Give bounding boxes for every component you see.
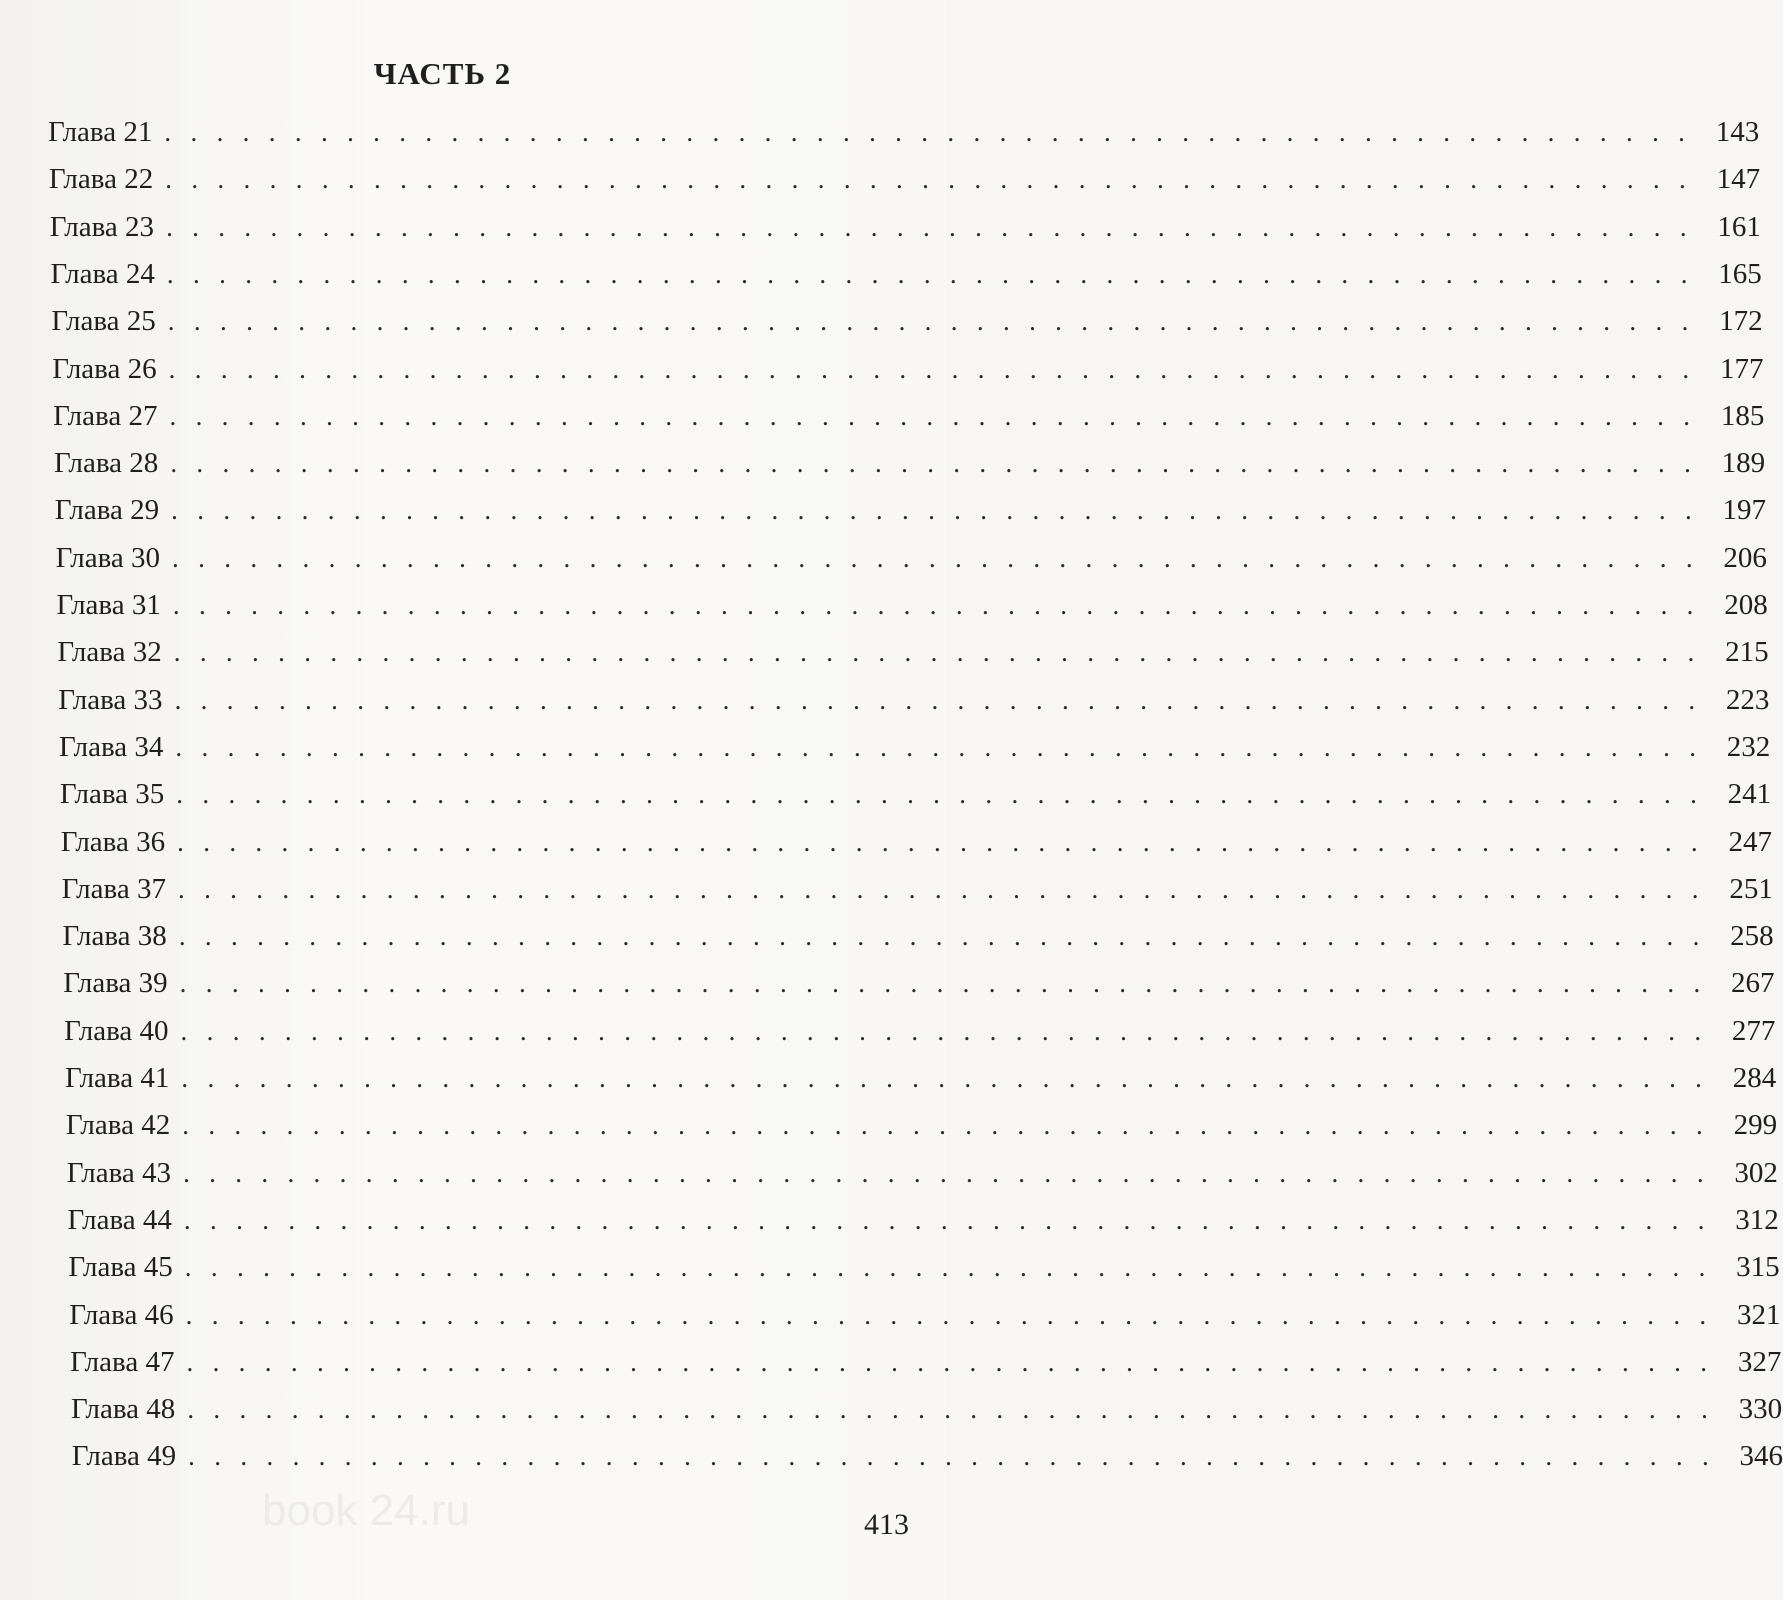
toc-entry <box>68 1247 1780 1287</box>
chapter-label: Глава 36 <box>60 825 166 858</box>
chapter-label: Глава 32 <box>57 636 162 669</box>
dot-leader: . . . . . . . . . . . . . . . . . . . . . . . . . . . . . . . . . . . . . . . . . . . . . . . . . . . . . . . . . . . <box>186 1346 1714 1377</box>
chapter-label: Глава 39 <box>63 967 168 1000</box>
dot-leader: . . . . . . . . . . . . . . . . . . . . . . . . . . . . . . . . . . . . . . . . . . . . . . . . . . . . . . . . . . . <box>171 495 1699 526</box>
toc-entry <box>56 585 1768 625</box>
chapter-page-number: 189 <box>1721 447 1766 480</box>
chapter-page-number: 197 <box>1722 494 1767 527</box>
chapter-label: Глава 43 <box>66 1156 172 1189</box>
dot-leader: . . . . . . . . . . . . . . . . . . . . . . . . . . . . . . . . . . . . . . . . . . . . . . . . . . . . . . . . . . . <box>179 968 1707 999</box>
toc-entry <box>50 254 1762 294</box>
toc-entry <box>66 1153 1778 1193</box>
chapter-label: Глава 47 <box>70 1345 175 1378</box>
chapter-page-number: 223 <box>1725 683 1770 716</box>
dot-leader: . . . . . . . . . . . . . . . . . . . . . . . . . . . . . . . . . . . . . . . . . . . . . . . . . . . . . . . . . . . <box>188 1441 1716 1472</box>
toc-entry <box>48 112 1760 152</box>
chapter-label: Глава 35 <box>59 778 165 811</box>
toc-entry <box>51 301 1763 341</box>
chapter-label: Глава 48 <box>70 1393 176 1426</box>
chapter-page-number: 312 <box>1735 1203 1779 1236</box>
toc-entry <box>52 349 1764 389</box>
chapter-label: Глава 49 <box>71 1440 177 1473</box>
dot-leader: . . . . . . . . . . . . . . . . . . . . . . . . . . . . . . . . . . . . . . . . . . . . . . . . . . . . . . . . . . . <box>173 637 1701 668</box>
chapter-page-number: 161 <box>1717 210 1761 243</box>
chapter-label: Глава 38 <box>62 920 167 953</box>
toc-entry <box>53 443 1766 483</box>
toc-entry <box>70 1389 1783 1429</box>
dot-leader: . . . . . . . . . . . . . . . . . . . . . . . . . . . . . . . . . . . . . . . . . . . . . . . . . . . . . . . . . . . <box>184 1252 1712 1283</box>
toc-entry <box>48 159 1761 199</box>
chapter-page-number: 302 <box>1734 1156 1778 1189</box>
chapter-label: Глава 21 <box>48 116 153 148</box>
chapter-label: Глава 29 <box>54 494 160 527</box>
dot-leader: . . . . . . . . . . . . . . . . . . . . . . . . . . . . . . . . . . . . . . . . . . . . . . . . . . . . . . . . . . . <box>176 779 1704 810</box>
chapter-page-number: 185 <box>1720 399 1765 432</box>
chapter-page-number: 346 <box>1739 1440 1783 1473</box>
chapter-label: Глава 22 <box>48 163 154 196</box>
chapter-label: Глава 26 <box>52 352 157 385</box>
dot-leader: . . . . . . . . . . . . . . . . . . . . . . . . . . . . . . . . . . . . . . . . . . . . . . . . . . . . . . . . . . . <box>166 211 1693 242</box>
toc-entry <box>65 1105 1778 1145</box>
chapter-page-number: 258 <box>1730 920 1774 953</box>
toc-entry <box>55 538 1767 578</box>
chapter-label: Глава 44 <box>67 1203 172 1236</box>
toc-entry <box>61 869 1773 909</box>
chapter-page-number: 165 <box>1718 257 1762 290</box>
chapter-page-number: 321 <box>1736 1298 1781 1331</box>
dot-leader: . . . . . . . . . . . . . . . . . . . . . . . . . . . . . . . . . . . . . . . . . . . . . . . . . . . . . . . . . . . <box>169 400 1697 431</box>
toc-entry <box>59 727 1771 767</box>
chapter-page-number: 147 <box>1716 163 1761 196</box>
dot-leader: . . . . . . . . . . . . . . . . . . . . . . . . . . . . . . . . . . . . . . . . . . . . . . . . . . . . . . . . . . . <box>177 873 1705 904</box>
dot-leader: . . . . . . . . . . . . . . . . . . . . . . . . . . . . . . . . . . . . . . . . . . . . . . . . . . . . . . . . . . . <box>183 1204 1711 1235</box>
toc-entry <box>69 1295 1781 1335</box>
chapter-page-number: 267 <box>1731 967 1775 1000</box>
dot-leader: . . . . . . . . . . . . . . . . . . . . . . . . . . . . . . . . . . . . . . . . . . . . . . . . . . . . . . . . . . . <box>180 1015 1708 1046</box>
toc-entry <box>60 822 1772 862</box>
chapter-label: Глава 27 <box>53 399 158 432</box>
chapter-page-number: 215 <box>1725 636 1769 669</box>
toc-entry <box>65 1058 1777 1098</box>
dot-leader: . . . . . . . . . . . . . . . . . . . . . . . . . . . . . . . . . . . . . . . . . . . . . . . . . . . . . . . . . . . <box>165 164 1693 195</box>
chapter-page-number: 177 <box>1719 352 1764 385</box>
dot-leader: . . . . . . . . . . . . . . . . . . . . . . . . . . . . . . . . . . . . . . . . . . . . . . . . . . . . . . . . . . . <box>178 921 1706 952</box>
chapter-label: Глава 34 <box>59 730 164 763</box>
chapter-label: Глава 25 <box>51 305 156 338</box>
chapter-label: Глава 23 <box>49 210 155 243</box>
chapter-page-number: 208 <box>1724 589 1768 621</box>
toc-entry <box>54 490 1767 530</box>
chapter-label: Глава 46 <box>69 1298 174 1331</box>
chapter-label: Глава 40 <box>64 1014 169 1047</box>
chapter-label: Глава 31 <box>56 589 161 621</box>
watermark: book 24.ru <box>262 1486 470 1535</box>
toc-entry <box>64 1011 1776 1051</box>
chapter-label: Глава 30 <box>55 541 161 574</box>
chapter-label: Глава 37 <box>61 872 166 905</box>
dot-leader: . . . . . . . . . . . . . . . . . . . . . . . . . . . . . . . . . . . . . . . . . . . . . . . . . . . . . . . . . . . <box>177 826 1704 857</box>
chapter-page-number: 143 <box>1715 116 1760 148</box>
toc-entry <box>67 1200 1779 1240</box>
dot-leader: . . . . . . . . . . . . . . . . . . . . . . . . . . . . . . . . . . . . . . . . . . . . . . . . . . . . . . . . . . . <box>182 1110 1710 1141</box>
chapter-page-number: 284 <box>1732 1062 1777 1094</box>
toc-entry <box>62 916 1774 956</box>
toc-entry <box>70 1342 1782 1382</box>
toc-entry <box>71 1436 1783 1476</box>
dot-leader: . . . . . . . . . . . . . . . . . . . . . . . . . . . . . . . . . . . . . . . . . . . . . . . . . . . . . . . . . . . <box>172 590 1700 620</box>
dot-leader: . . . . . . . . . . . . . . . . . . . . . . . . . . . . . . . . . . . . . . . . . . . . . . . . . . . . . . . . . . . <box>166 258 1694 289</box>
chapter-page-number: 315 <box>1736 1251 1780 1284</box>
chapter-page-number: 247 <box>1728 825 1772 858</box>
dot-leader: . . . . . . . . . . . . . . . . . . . . . . . . . . . . . . . . . . . . . . . . . . . . . . . . . . . . . . . . . . . <box>168 353 1696 384</box>
dot-leader: . . . . . . . . . . . . . . . . . . . . . . . . . . . . . . . . . . . . . . . . . . . . . . . . . . . . . . . . . . . <box>174 684 1702 715</box>
toc-entry <box>53 396 1765 436</box>
chapter-label: Глава 45 <box>68 1251 173 1284</box>
toc-entry <box>58 680 1770 720</box>
chapter-label: Глава 24 <box>50 257 155 290</box>
dot-leader: . . . . . . . . . . . . . . . . . . . . . . . . . . . . . . . . . . . . . . . . . . . . . . . . . . . . . . . . . . . <box>170 448 1698 479</box>
dot-leader: . . . . . . . . . . . . . . . . . . . . . . . . . . . . . . . . . . . . . . . . . . . . . . . . . . . . . . . . . . . <box>172 542 1699 573</box>
dot-leader: . . . . . . . . . . . . . . . . . . . . . . . . . . . . . . . . . . . . . . . . . . . . . . . . . . . . . . . . . . . <box>164 117 1692 147</box>
dot-leader: . . . . . . . . . . . . . . . . . . . . . . . . . . . . . . . . . . . . . . . . . . . . . . . . . . . . . . . . . . . <box>167 306 1695 337</box>
chapter-page-number: 330 <box>1738 1393 1783 1426</box>
dot-leader: . . . . . . . . . . . . . . . . . . . . . . . . . . . . . . . . . . . . . . . . . . . . . . . . . . . . . . . . . . . <box>185 1299 1713 1330</box>
chapter-page-number: 172 <box>1719 305 1763 338</box>
dot-leader: . . . . . . . . . . . . . . . . . . . . . . . . . . . . . . . . . . . . . . . . . . . . . . . . . . . . . . . . . . . <box>187 1394 1715 1425</box>
dot-leader: . . . . . . . . . . . . . . . . . . . . . . . . . . . . . . . . . . . . . . . . . . . . . . . . . . . . . . . . . . . <box>175 731 1703 762</box>
chapter-label: Глава 41 <box>65 1062 170 1094</box>
dot-leader: . . . . . . . . . . . . . . . . . . . . . . . . . . . . . . . . . . . . . . . . . . . . . . . . . . . . . . . . . . . <box>183 1157 1710 1188</box>
chapter-page-number: 327 <box>1737 1345 1782 1378</box>
toc-entry <box>59 774 1772 814</box>
part-title: ЧАСТЬ 2 <box>373 56 512 91</box>
toc-entry <box>57 632 1769 672</box>
chapter-page-number: 232 <box>1726 730 1771 763</box>
dot-leader: . . . . . . . . . . . . . . . . . . . . . . . . . . . . . . . . . . . . . . . . . . . . . . . . . . . . . . . . . . . <box>181 1063 1709 1093</box>
chapter-page-number: 277 <box>1731 1014 1776 1047</box>
chapter-page-number: 251 <box>1729 872 1773 905</box>
page-number: 413 <box>864 1508 909 1541</box>
toc-entry <box>49 207 1761 247</box>
chapter-page-number: 206 <box>1723 541 1767 574</box>
toc-entry <box>63 963 1775 1003</box>
chapter-page-number: 241 <box>1727 778 1772 811</box>
chapter-label: Глава 28 <box>53 447 159 480</box>
chapter-label: Глава 42 <box>65 1109 171 1142</box>
chapter-page-number: 299 <box>1733 1109 1778 1142</box>
chapter-label: Глава 33 <box>58 683 163 716</box>
